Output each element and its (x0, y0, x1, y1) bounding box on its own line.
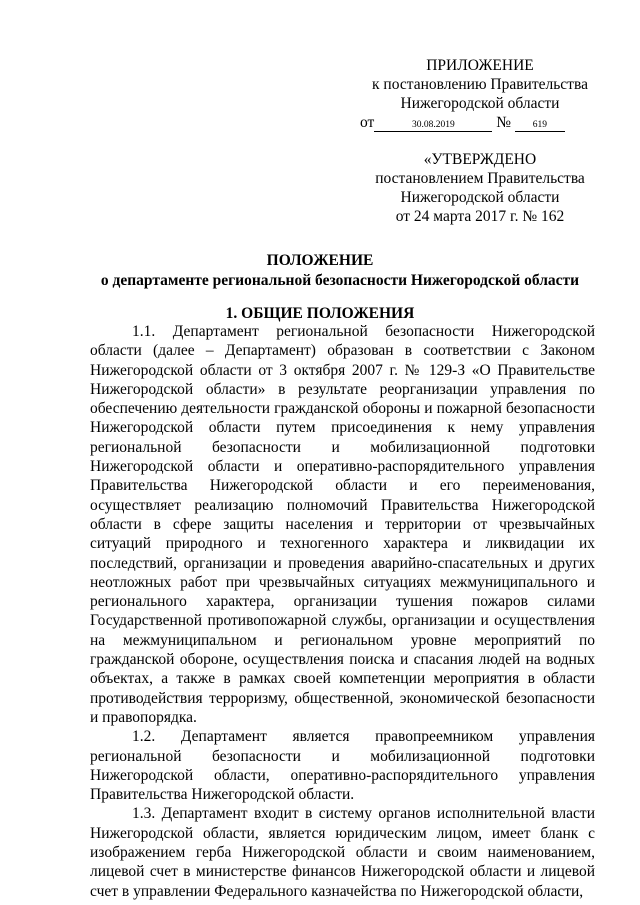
appendix-date-number-line (360, 113, 600, 132)
number-sign: № (496, 114, 511, 131)
resolution-date: 30.08.2019 (374, 119, 492, 132)
document-body (90, 322, 595, 901)
resolution-number: 619 (515, 119, 565, 132)
approved-resolution-line: постановлением Правительства (375, 170, 585, 187)
approved-region-line: Нижегородской области (400, 189, 560, 206)
appendix-resolution-line: к постановлению Правительства (372, 76, 588, 93)
appendix-heading: ПРИЛОЖЕНИЕ (426, 57, 534, 74)
approved-date-line: от 24 марта 2017 г. № 162 (395, 208, 565, 225)
approved-heading: «УТВЕРЖДЕНО (423, 151, 537, 168)
approved-block (360, 150, 600, 226)
paragraph-1-2: 1.2. Департамент является правопреемником управления региональной безопасности и мобилизационной подготовки Нижегородской области, оперативно-распорядительного управления Правительства Нижегородской области. (90, 728, 595, 804)
from-label: от (360, 114, 375, 131)
section-title: 1. ОБЩИЕ ПОЛОЖЕНИЯ (225, 305, 415, 322)
document-subtitle: о департаменте региональной безопасности Нижегородской области (100, 272, 580, 289)
appendix-block (360, 56, 600, 132)
paragraph-1-1: 1.1. Департамент региональной безопасности Нижегородской области (далее – Департамент) образован в соответствии с Законом Нижегородской области от 3 октября 2007 г. № 129-З «О Правительстве Нижегородской области» в результате реорганизации управления по обеспечению деятельности гражданской обороны и пожарной безопасности Нижегородской области путем присоединения к нему управления региональной безопасности и мобилизационной подготовки Нижегородской области и оперативно-распорядительного управления Правительства Нижегородской области и его переименования, осуществляет реализацию полномочий Правительства Нижегородской области в сфере защиты населения и территории от чрезвычайных ситуаций природного и техногенного характера и ликвидации их последствий, организации и проведения аварийно-спасательных и других неотложных работ при чрезвычайных ситуациях межмуниципального и регионального характера, организации тушения пожаров силами Государственной противопожарной службы, организации и осуществления на межмуниципальном и региональном уровне мероприятий по гражданской обороне, осуществления поиска и спасания людей на водных объектах, а также в рамках своей компетенции мероприятия в области противодействия терроризму, общественной, экономической безопасности и правопорядка. (90, 323, 595, 726)
document-title: ПОЛОЖЕНИЕ (266, 252, 374, 269)
paragraph-1-3: 1.3. Департамент входит в систему органов исполнительной власти Нижегородской области, является юридическим лицом, имеет бланк с изображением герба Нижегородской области и своим наименованием, лицевой счет в министерстве финансов Нижегородской области и лицевой счет в управлении Федерального казначейства по Нижегородской области, (90, 805, 595, 900)
appendix-region-line: Нижегородской области (400, 95, 560, 112)
